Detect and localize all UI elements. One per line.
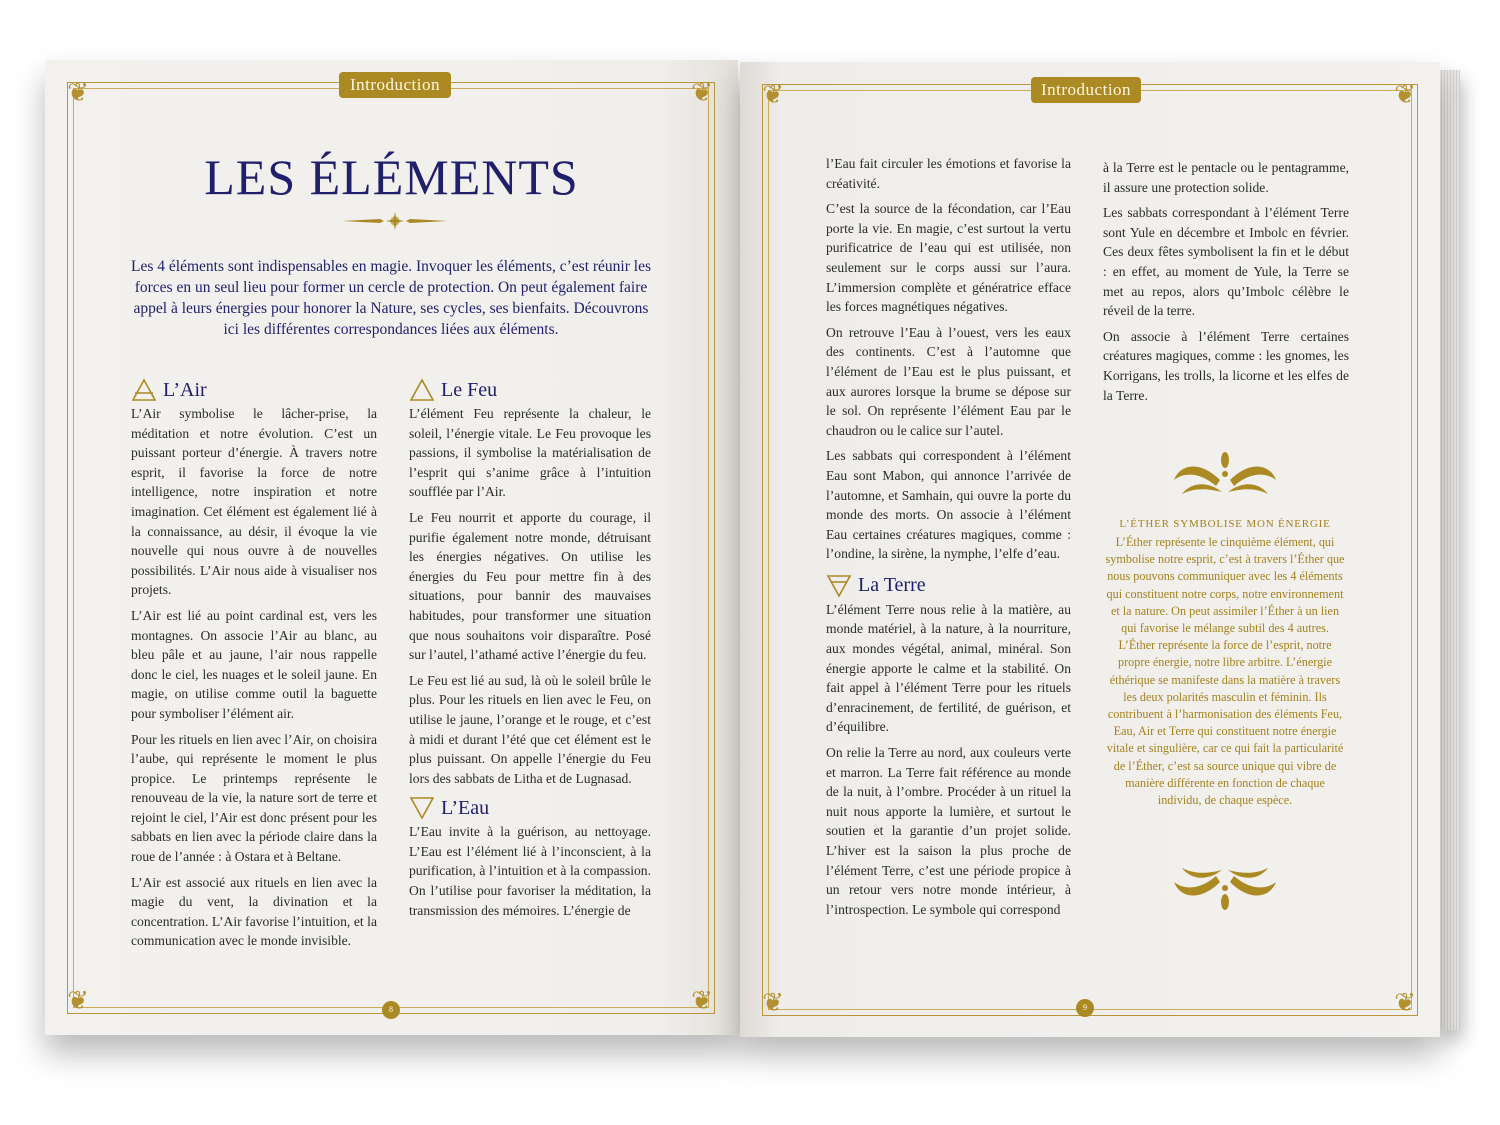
eau-paragraph: C’est la source de la fécondation, car l’Eau porte la vie. En magie, c’est surtout la vertu purificatrice de l’eau qui est utilisée, non seulement sur le corps aussi sur l’aura. L’immersion complète et génératrice efface les forces magnétiques négatives. (826, 201, 1071, 315)
terre-paragraph: à la Terre est le pentacle ou le pentagramme, il assure une protection solide. (1103, 160, 1349, 195)
terre-paragraph: On relie la Terre au nord, aux couleurs verte et marron. La Terre fait référence au monde de la nuit, à l’ombre. Procéder à un rituel la nuit nous apporte la lumière, et surtout le soutien et la garantie d’un projet solide. L’hiver est la saison la plus proche de l’élément Terre, c’est une période propice à un retour vers notre monde intérieur, à l’introspection. Le symbole qui correspond (826, 745, 1071, 917)
section-tab: Introduction (339, 72, 451, 98)
intro-paragraph: Les 4 éléments sont indispensables en magie. Invoquer les éléments, c’est réunir les forces en un seul lieu pour former un cercle de protection. On peut également faire appel à leurs énergies pour honorer la Nature, ses cycles, ses bienfaits. Découvrons ici les différentes correspondances liées aux éléments. (131, 258, 651, 338)
ether-text: L’Éther représente le cinquième élément, qui symbolise notre esprit, c’est à travers l’Éther que nous pouvons communiquer avec les 4 éléments qui constituent notre corps, notre environnement et la nature. On peut assimiler l’Éther à un lien qui favorise le mélange subtil des 4 autres. L’Éther représente la force de l’esprit, notre propre énergie, notre libre arbitre. L’énergie éthérique se manifeste dans la matière à travers les deux polarités masculin et féminin. Ils contribuent à l’harmonisation des éléments Feu, Eau, Air et Terre qui constituent notre énergie vitale et singulière, car ce qui fait la particularité de l’Éther, c’est sa source unique qui vibre de manière différente en fonction de chaque individu, de chaque espèce. (1105, 535, 1345, 808)
water-triangle-icon (409, 796, 435, 820)
air-paragraph: L’Air est associé aux rituels en lien avec la magie du vent, la divination et la concentration. L’Air favorise l’intuition, et la communication avec le monde invisible. (131, 874, 377, 949)
air-paragraph: Pour les rituels en lien avec l’Air, on choisira l’aube, qui représente le moment le plus propice. Le printemps représente le renouveau de la vie, la nature sort de terre et rejoint le ciel, l’Air est donc présent pour les sabbats en lien avec la période claire dans la roue de l’année : à Ostara et à Beltane. (131, 731, 377, 865)
ether-box (1103, 518, 1347, 809)
left-page (45, 60, 738, 1035)
feu-heading-label: Le Feu (441, 378, 498, 401)
eau-paragraph: L’Eau invite à la guérison, au nettoyage. L’Eau est l’élément lié à l’inconscient, à la purification, à l’intuition et à la compassion. On l’utilise pour favoriser la méditation, la transmission des mémoires. L’énergie de (409, 824, 651, 918)
air-paragraph: L’Air symbolise le lâcher-prise, la méditation et notre évolution. C’est un puissant porteur d’énergie. À travers notre esprit, il favorise la force de notre intelligence, notre inspiration et notre imagination. Cet élément est également lié à la connaissance, au désir, il évoque la vie nouvelle qui nous ouvre à de nouvelles possibilités. L’Air nous aide à visualiser nos projets. (131, 406, 377, 598)
corner-flourish-icon: ❦ (691, 986, 713, 1015)
feu-heading (409, 378, 651, 402)
page-number: 9 (1076, 999, 1094, 1017)
air-column (131, 378, 377, 957)
feu-paragraph: L’élément Feu représente la chaleur, le soleil, l’énergie vitale. Le Feu provoque les passions, il symbolise la matérialisation de l’esprit qui s’anime grâce à l’intuition soufflée par l’Air. (409, 406, 651, 500)
terre-heading (826, 574, 1071, 598)
eau-heading (409, 796, 651, 820)
air-heading-label: L’Air (163, 378, 207, 401)
corner-flourish-icon: ❦ (1394, 80, 1416, 109)
air-paragraph: L’Air est lié au point cardinal est, vers les montagnes. On associe l’Air au blanc, au bleu pâle et au jaune, l’air nous rappelle donc le ciel, les nuages et le soleil jaune. En magie, on utilise comme outil la baguette pour symboliser l’élément air. (131, 607, 377, 721)
terre-paragraph: L’élément Terre nous relie à la matière, au monde matériel, à la nature, à la nourriture, aux mondes végétal, animal, minéral. Son énergie apporte le calme et la stabilité. On fait appel à l’élément Terre pour les rituels d’enracinement, de fertilité, de guérison, et d’équilibre. (826, 601, 1071, 735)
earth-triangle-icon (826, 574, 852, 598)
eau-paragraph: Les sabbats qui correspondent à l’élément Eau sont Mabon, qui annonce l’arrivée de l’automne, et Samhain, qui ouvre la porte du monde des morts. On associe à l’élément Eau certaines créatures magiques, comme : l’ondine, la sirène, la nymphe, l’elfe d’eau. (826, 448, 1071, 562)
corner-flourish-icon: ❦ (1394, 988, 1416, 1017)
right-page (740, 62, 1440, 1037)
corner-flourish-icon: ❦ (67, 986, 89, 1015)
air-triangle-icon (131, 378, 157, 402)
terre-continued-column (1103, 158, 1349, 411)
ether-title: L’ÉTHER SYMBOLISE MON ÉNERGIE (1119, 518, 1331, 530)
page-number: 8 (382, 1001, 400, 1019)
corner-flourish-icon: ❦ (762, 80, 784, 109)
eau-paragraph: l’Eau fait circuler les émotions et favorise la créativité. (826, 156, 1071, 191)
terre-heading-label: La Terre (858, 574, 926, 597)
page-title: LES ÉLÉMENTS (204, 149, 579, 205)
feu-paragraph: Le Feu nourrit et apporte du courage, il purifie également notre monde, détruisant les énergies négatives. On utilise les énergies du Feu pour mettre fin à des situations, pour bannir des mauvaises habitudes, pour transformer une situation que nous souhaitons voir disparaître. Posé sur l’autel, l’athamé active l’énergie du feu. (409, 509, 651, 663)
fire-triangle-icon (409, 378, 435, 402)
air-heading (131, 378, 377, 402)
floral-ornament-icon (1170, 864, 1280, 912)
feu-column (409, 378, 651, 926)
eau-heading-label: L’Eau (441, 796, 490, 819)
corner-flourish-icon: ❦ (67, 78, 89, 107)
corner-flourish-icon: ❦ (691, 78, 713, 107)
terre-paragraph: On associe à l’élément Terre certaines créatures magiques, comme : les gnomes, les Korrigans, les trolls, la licorne et les elfes de la Terre. (1103, 328, 1349, 403)
eau-paragraph: On retrouve l’Eau à l’ouest, vers les eaux des continents. C’est à l’automne que l’élément de l’Eau est le plus puissant, et aux aurores lorsque la brume se dépose sur le sol. On représente l’élément Eau par le chaudron ou le calice sur l’autel. (826, 324, 1071, 438)
corner-flourish-icon: ❦ (762, 988, 784, 1017)
feu-paragraph: Le Feu est lié au sud, là où le soleil brûle le plus. Pour les rituels en lien avec le Feu, on utilise le jaune, l’orange et le rouge, et c’est à midi et durant l’été que cet élément est le plus puissant. On appelle l’énergie du Feu lors des sabbats de Litha et de Lugnasad. (409, 672, 651, 786)
eau-continued-column (826, 154, 1071, 925)
terre-paragraph: Les sabbats correspondant à l’élément Terre sont Yule en décembre et Imbolc en février. Ces deux fêtes symbolisent la fin et le début : en effet, au moment de Yule, la Terre se met au repos, alors qu’Imbolc célèbre le réveil de la terre. (1103, 205, 1349, 319)
star-divider-icon (340, 210, 450, 232)
floral-ornament-icon (1170, 450, 1280, 496)
section-tab: Introduction (1031, 77, 1141, 103)
